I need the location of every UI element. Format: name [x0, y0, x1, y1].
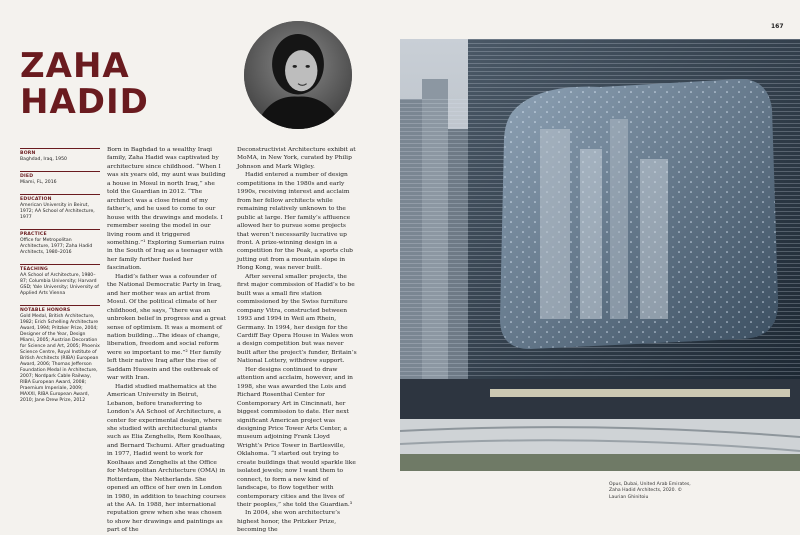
fact-value: American University in Beirut, 1972; AA School of Architecture, 1977 [20, 203, 95, 220]
fact-value: Gold Medal, British Architecture, 1982; Erich Schelling Architecture Award, 1994; Pritzker Prize, 2004; Designer of the Year, Design Miami, 2005; Austrian Decoration for Science and Art, 2005; Phoenix Science Centre, Royal Institute of British Architects (RIBA) European Award, 2006; Thomas Jefferson Foundation Medal in Architecture, 2007; Nordpark Cable Railway, RIBA European Award, 2008; Praemium Imperiale, 2009; MAXXI, RIBA European Award, 2010; Jane Drew Prize, 2012 [20, 314, 100, 403]
photo-caption: Opus, Dubai, United Arab Emirates, Zaha Hadid Architects, 2020. © Laurian Ghinitoiu [609, 482, 691, 500]
building-photo [400, 39, 800, 471]
fact-value: Office for Metropolitan Architecture, 1977; Zaha Hadid Architects, 1980–2016 [20, 238, 93, 255]
name-line-last: HADID [20, 82, 149, 122]
paragraph: After several smaller projects, the first major commission of Hadid’s to be built was a small fire station commissioned by the Swiss furniture company Vitra, constructed between 1993 and 1994 in Weil am Rhein, Germany. In 1994, her design for the Cardiff Bay Opera House in Wales won a design competition but was never built after the project’s funder, Britain’s National Lottery, withdrew support. [237, 273, 357, 365]
fact-label: PRACTICE [20, 232, 47, 237]
fact-teaching [20, 264, 100, 297]
portrait-image [244, 21, 352, 129]
paragraph: Deconstructivist Architecture exhibit at MoMA, in New York, curated by Philip Johnson and Mark Wigley. [237, 147, 356, 170]
facts-sidebar [20, 148, 100, 412]
name-line-first: ZAHA [20, 46, 130, 86]
body-column-1 [107, 146, 227, 535]
fact-died [20, 171, 100, 186]
paragraph: In 2004, she won architecture’s highest honor, the Pritzker Prize, becoming the [237, 510, 340, 534]
fact-value: Baghdad, Iraq, 1950 [20, 157, 67, 162]
fact-label: NOTABLE HONORS [20, 308, 71, 313]
portrait-photo [244, 21, 352, 129]
fact-born [20, 148, 100, 163]
fact-label: TEACHING [20, 267, 48, 272]
fact-education [20, 194, 100, 221]
page-number: 167 [771, 23, 784, 30]
paragraph: Hadid’s father was a cofounder of the National Democratic Party in Iraq, and her mother was an artist from Mosul. Of the political climate of her childhood, she says, “there was an unbroken belief in progress and a great sense of optimism. It was a moment of nation building…The ideas of change, liberation, freedom and social reform were so important to me.”² Her family left their native Iraq after the rise of Saddam Hussein and the outbreak of war with Iran. [107, 273, 226, 382]
fact-value: Miami, FL, 2016 [20, 180, 57, 185]
paragraph: Her designs continued to draw attention and acclaim, however, and in 1998, she was awarded the Lois and Richard Rosenthal Center for Contemporary Art in Cincinnati, her biggest commission to date. Her next significant American project was designing Price Tower Arts Center, a museum adjoining Frank Lloyd Wright’s Price Tower in Bartlesville, Oklahoma. “I started out trying to create buildings that would sparkle like isolated jewels; now I want them to connect, to form a new kind of landscape, to flow together with contemporary cities and the lives of their peoples,” she told the Guardian.³ [237, 366, 356, 509]
paragraph: Hadid studied mathematics at the American University in Beirut, Lebanon, before transferring to London’s AA School of Architecture, a center for experimental design, where she studied with architectural giants such as Elia Zenghelis, Rem Koolhaas, and Bernard Tschumi. After graduating in 1977, Hadid went to work for Koolhaas and Zenghelis at the Office for Metropolitan Architecture (OMA) in Rotterdam, the Netherlands. She opened an office of her own in London in 1980, in addition to teaching courses at the AA. In 1988, her international reputation grew when she was chosen to show her drawings and paintings as part of the [107, 383, 226, 534]
fact-label: DIED [20, 174, 34, 179]
fact-label: BORN [20, 151, 36, 156]
body-column-2 [237, 146, 357, 535]
fact-honors [20, 305, 100, 404]
architect-name [20, 48, 149, 120]
paragraph: Born in Baghdad to a wealthy Iraqi family, Zaha Hadid was captivated by architecture since childhood. “When I was six years old, my aunt was building a house in Mosul in north Iraq,” she told the Guardian in 2012. “The architect was a close friend of my father’s, and he used to come to our house with the drawings and models. I remember seeing the model in our living room and it triggered something.”¹ Exploring Sumerian ruins in the South of Iraq as a teenager with her family further fueled her fascination. [107, 147, 226, 272]
fact-value: AA School of Architecture, 1980–87; Columbia University; Harvard GSD; Yale University; University of Applied Arts Vienna [20, 273, 99, 296]
opus-building-image [400, 39, 800, 471]
fact-practice [20, 229, 100, 256]
fact-label: EDUCATION [20, 197, 52, 202]
paragraph: Hadid entered a number of design competitions in the 1980s and early 1990s, receiving interest and acclaim from her fellow architects while remaining relatively unknown to the public at large. Her family’s affluence allowed her to pursue some projects that weren’t necessarily lucrative up front. A prize-winning design in a competition for the Peak, a sports club jutting out from a mountain slope in Hong Kong, was never built. [237, 172, 353, 272]
